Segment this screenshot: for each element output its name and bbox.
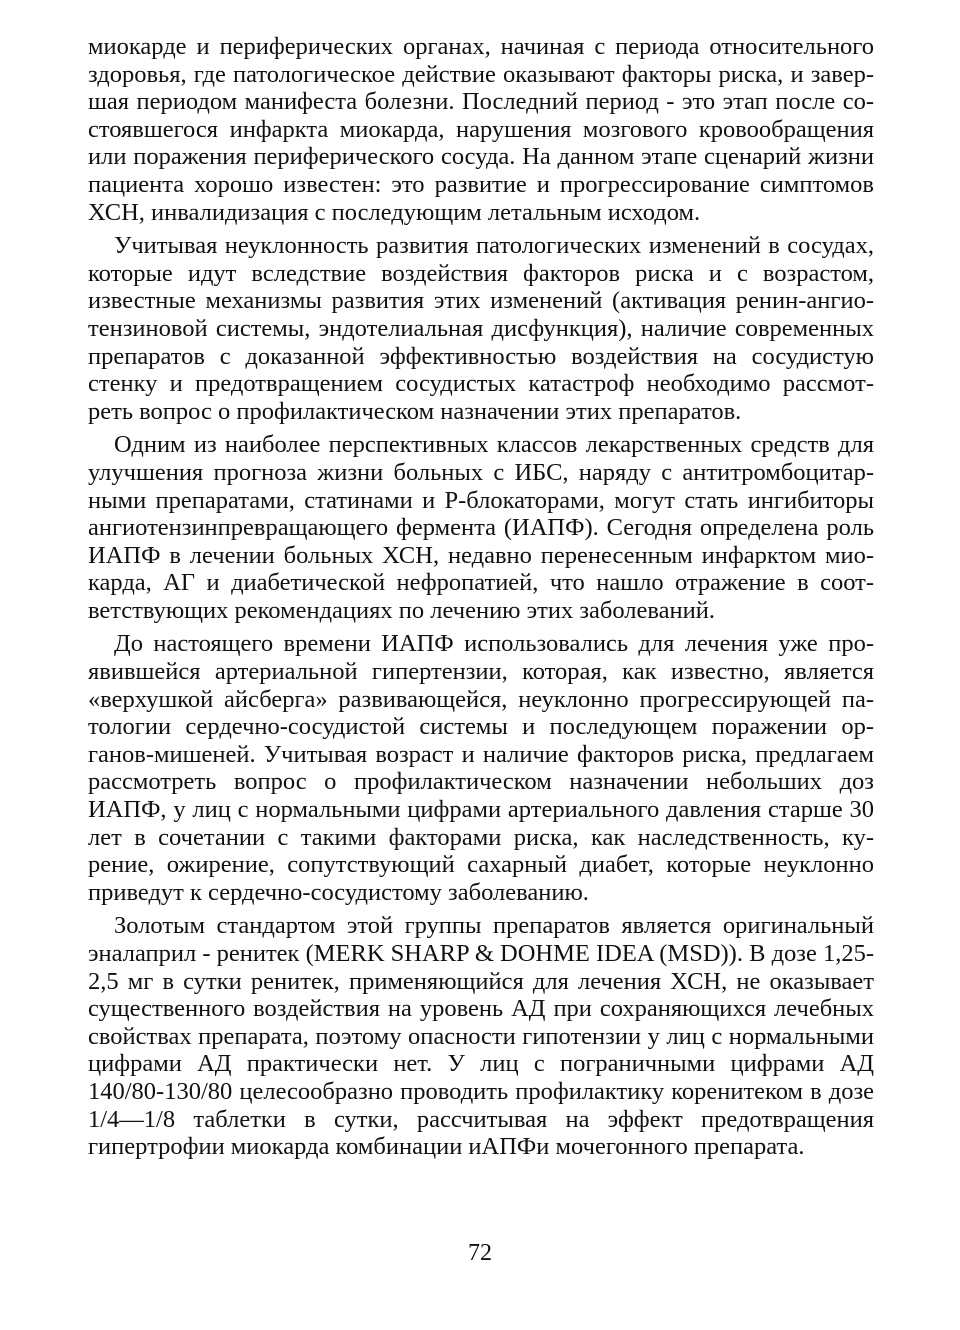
- paragraph-ace-inhibitors: Одним из наиболее перспективных классов лекарственных средств для улучшения прогноза жизни больных с ИБС, наряду с антитромбоцитарными препаратами, статинами и Р-блокаторами, могут стать ингибиторы ангиотензинпревращающего фермента (ИАПФ). Сегодня определена роль ИАПФ в лечении больных ХСН, недавно перенесенным инфарктом миокарда, АГ и диабетической нефропатией, что нашло отражение в соответствующих рекомендациях по лечению этих заболеваний.: [88, 431, 874, 624]
- paragraph-hypertension: До настоящего времени ИАПФ использовались для лечения уже проявившейся артериальной гипертензии, которая, как известно, является «верхушкой айсберга» развивающейся, неуклонно прогрессирующей патологии сердечно-сосудистой системы и последующем поражении органов-мишеней. Учитывая возраст и наличие факторов риска, предлагаем рассмотреть вопрос о профилактическом назначении небольших доз ИАПФ, у лиц с нормальными цифрами артериального давления старше 30 лет в сочетании с такими факторами риска, как наследственность, курение, ожирение, сопутствующий сахарный диабет, которые неуклонно приведут к сердечно-сосудистому заболеванию.: [88, 630, 874, 906]
- document-body: [88, 33, 874, 1161]
- paragraph-enalapril: Золотым стандартом этой группы препаратов является оригинальный эналаприл - ренитек (MERK SHARP & DOHME IDEA (MSD)). В дозе 1,25-2,5 мг в сутки ренитек, применяющийся для лечения ХСН, не оказывает существенного воздействия на уровень АД при сохраняющихся лечебных свойствах препарата, поэтому опасности гипотензии у лиц с нормальными цифрами АД практически нет. У лиц с пограничными цифрами АД 140/80-130/80 целесообразно проводить профилактику коренитеком в дозе 1/4—1/8 таблетки в сутки, рассчитывая на эффект предотвращения гипертрофии миокарда комбинации иАПФи мочегонного препарата.: [88, 912, 874, 1161]
- paragraph-vascular-changes: Учитывая неуклонность развития патологических изменений в сосудах, которые идут вследствие воздействия факторов риска и с возрастом, известные механизмы развития этих изменений (активация ренин-ангиотензиновой системы, эндотелиальная дисфункция), наличие современных препаратов с доказанной эффективностью воздействия на сосудистую стенку и предотвращением сосудистых катастроф необходимо рассмотреть вопрос о профилактическом назначении этих препаратов.: [88, 232, 874, 425]
- page-number: 72: [468, 1240, 492, 1266]
- paragraph-continuation: миокарде и периферических органах, начиная с периода относительного здоровья, где патологическое действие оказывают факторы риска, и завершая периодом манифеста болезни. Последний период - это этап после состоявшегося инфаркта миокарда, нарушения мозгового кровообращения или поражения периферического сосуда. На данном этапе сценарий жизни пациента хорошо известен: это развитие и прогрессирование симптомов ХСН, инвалидизация с последующим летальным исходом.: [88, 33, 874, 226]
